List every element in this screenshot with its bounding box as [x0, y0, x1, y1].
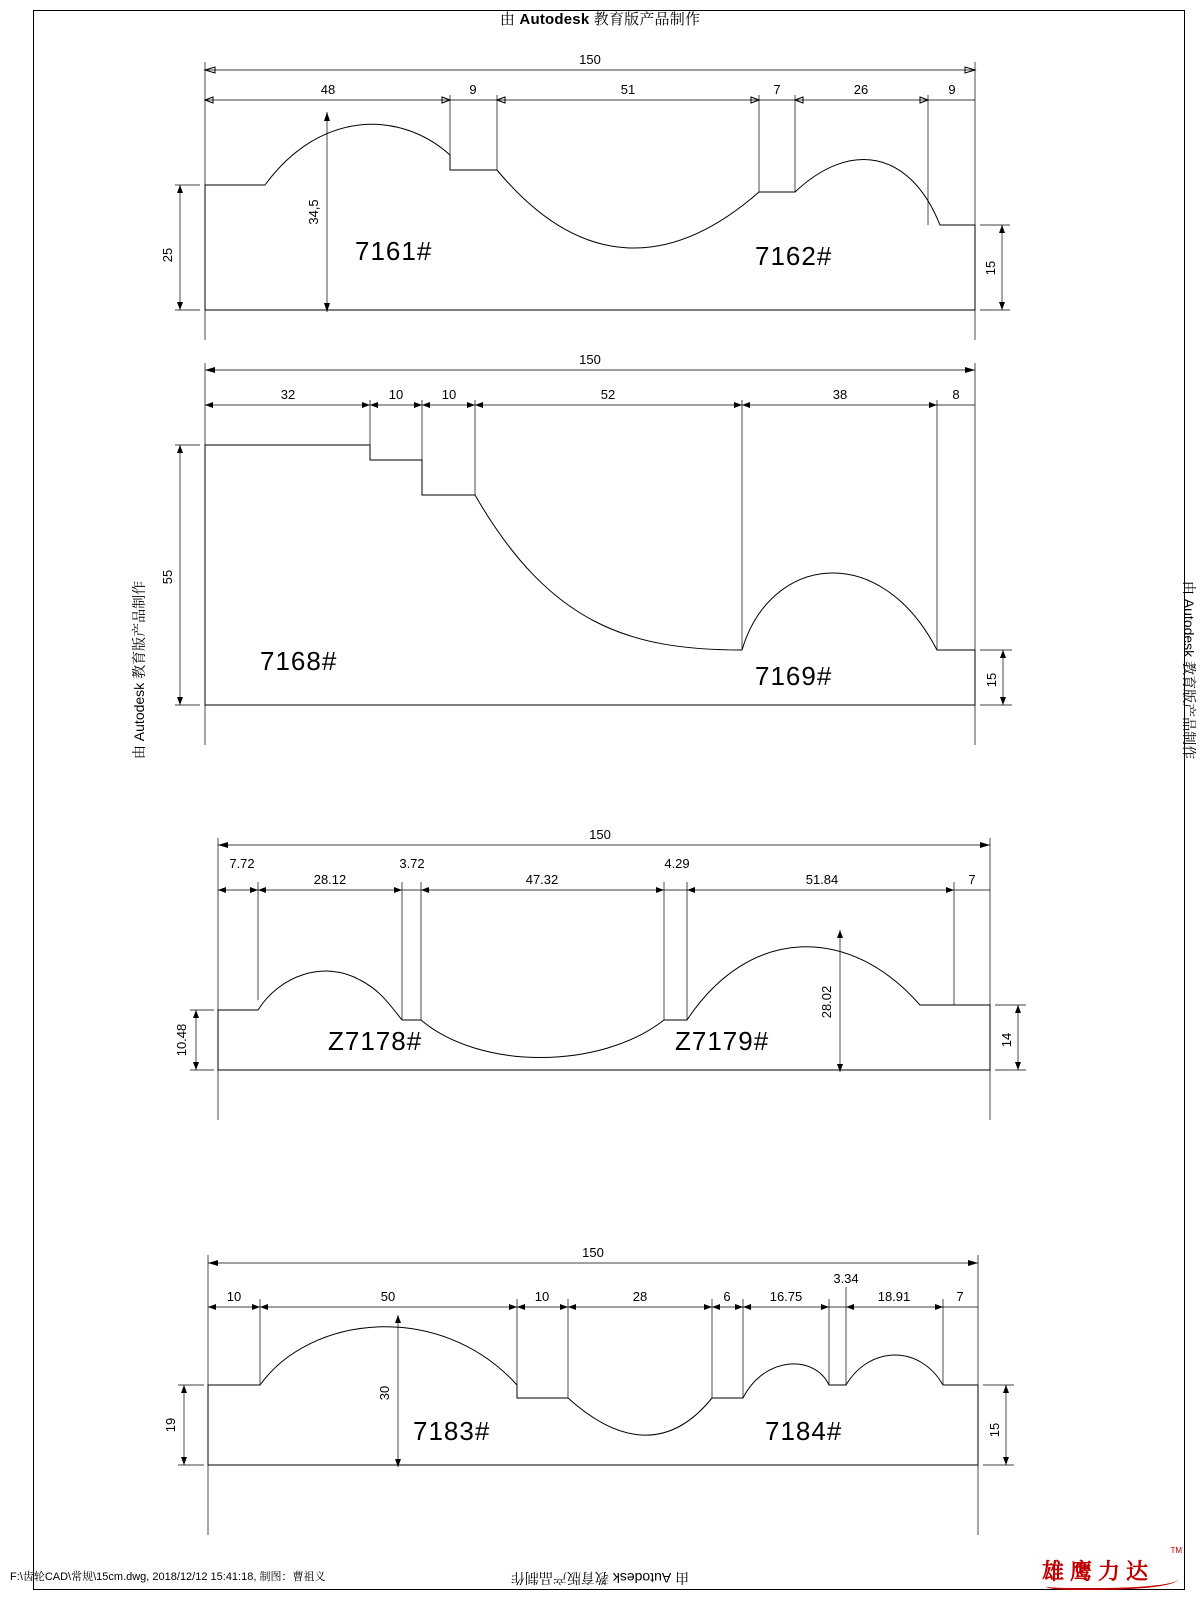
part-label-7183: 7183# [413, 1416, 491, 1446]
header-top-suffix: 教育版产品制作 [589, 11, 701, 28]
header-right-text: 由 Autodesk 教育版产品制作 [1181, 580, 1197, 760]
dim-1-6: 9 [948, 82, 956, 97]
dim-1-1: 48 [320, 82, 336, 97]
part-label-7184: 7184# [765, 1416, 843, 1446]
profile-block-4 [150, 1235, 1070, 1535]
dim-3-left-1048: 10.48 [174, 1023, 189, 1057]
header-left-text: 由 Autodesk 教育版产品制作 [131, 580, 147, 760]
dim-4-5: 6 [723, 1289, 731, 1304]
dim-2-4: 52 [600, 387, 616, 402]
dim-1-left-345: 34,5 [306, 199, 321, 225]
dim-4-4: 28 [632, 1289, 648, 1304]
logo-text: 雄鹰力达 [1042, 1560, 1155, 1585]
dim-4-8: 18.91 [877, 1289, 911, 1304]
dim-4-6: 16.75 [769, 1289, 803, 1304]
dim-2-3: 10 [441, 387, 457, 402]
company-logo [1042, 1542, 1182, 1592]
part-label-Z7179: Z7179# [675, 1026, 770, 1056]
dim-2-left-55: 55 [160, 569, 175, 585]
dim-1-2: 9 [469, 82, 477, 97]
dim-4-1: 10 [226, 1289, 242, 1304]
dim-2-5: 38 [832, 387, 848, 402]
dim-1-5: 26 [853, 82, 869, 97]
dim-4-7: 3.34 [833, 1271, 859, 1286]
dim-3-inner-2802: 28.02 [819, 985, 834, 1019]
dim-3-5: 4.29 [664, 856, 690, 871]
dim-4-2: 50 [380, 1289, 396, 1304]
dim-4-9: 7 [956, 1289, 964, 1304]
header-top-prefix: 由 [499, 11, 520, 28]
dim-overall-3: 150 [589, 827, 611, 842]
dim-3-3: 3.72 [399, 856, 425, 871]
dim-4-3: 10 [534, 1289, 550, 1304]
dim-3-2: 28.12 [313, 872, 347, 887]
dim-2-1: 32 [280, 387, 296, 402]
dim-3-1: 7.72 [229, 856, 255, 871]
dim-3-right-14: 14 [999, 1032, 1014, 1048]
header-bottom-text: 由 Autodesk 教育版产品制作 [510, 1570, 690, 1586]
part-label-7169: 7169# [755, 661, 833, 691]
dim-4-left-19: 19 [163, 1417, 178, 1433]
dim-overall-2: 150 [579, 352, 601, 367]
dim-3-7: 7 [968, 872, 976, 887]
dim-2-6: 8 [952, 387, 960, 402]
logo-swoosh-icon [1046, 1572, 1178, 1590]
dim-3-6: 51.84 [805, 872, 839, 887]
logo-trademark: TM [1170, 1546, 1182, 1555]
part-label-7162: 7162# [755, 241, 833, 271]
dim-2-right-15: 15 [984, 672, 999, 688]
profile-block-3 [150, 820, 1070, 1120]
profile-block-2 [150, 345, 1070, 745]
dim-1-right-15: 15 [983, 260, 998, 276]
file-path-label: F:\齿轮CAD\常规\15cm.dwg, 2018/12/12 15:41:18, 制图：曹祖义 [10, 1571, 326, 1583]
part-label-7161: 7161# [355, 236, 433, 266]
dim-overall-1: 150 [579, 52, 601, 67]
part-label-Z7178: Z7178# [328, 1026, 423, 1056]
header-top-brand: Autodesk [519, 11, 590, 28]
dim-overall-4: 150 [582, 1245, 604, 1260]
dim-4-right-15: 15 [987, 1422, 1002, 1438]
header-top-text [0, 8, 1200, 29]
dim-4-inner-30: 30 [377, 1385, 392, 1401]
dim-1-left-25: 25 [160, 247, 175, 263]
dim-1-3: 51 [620, 82, 636, 97]
dim-2-2: 10 [388, 387, 404, 402]
dim-1-4: 7 [773, 82, 781, 97]
dim-3-4: 47.32 [525, 872, 559, 887]
profile-block-1 [150, 40, 1070, 340]
part-label-7168: 7168# [260, 646, 338, 676]
